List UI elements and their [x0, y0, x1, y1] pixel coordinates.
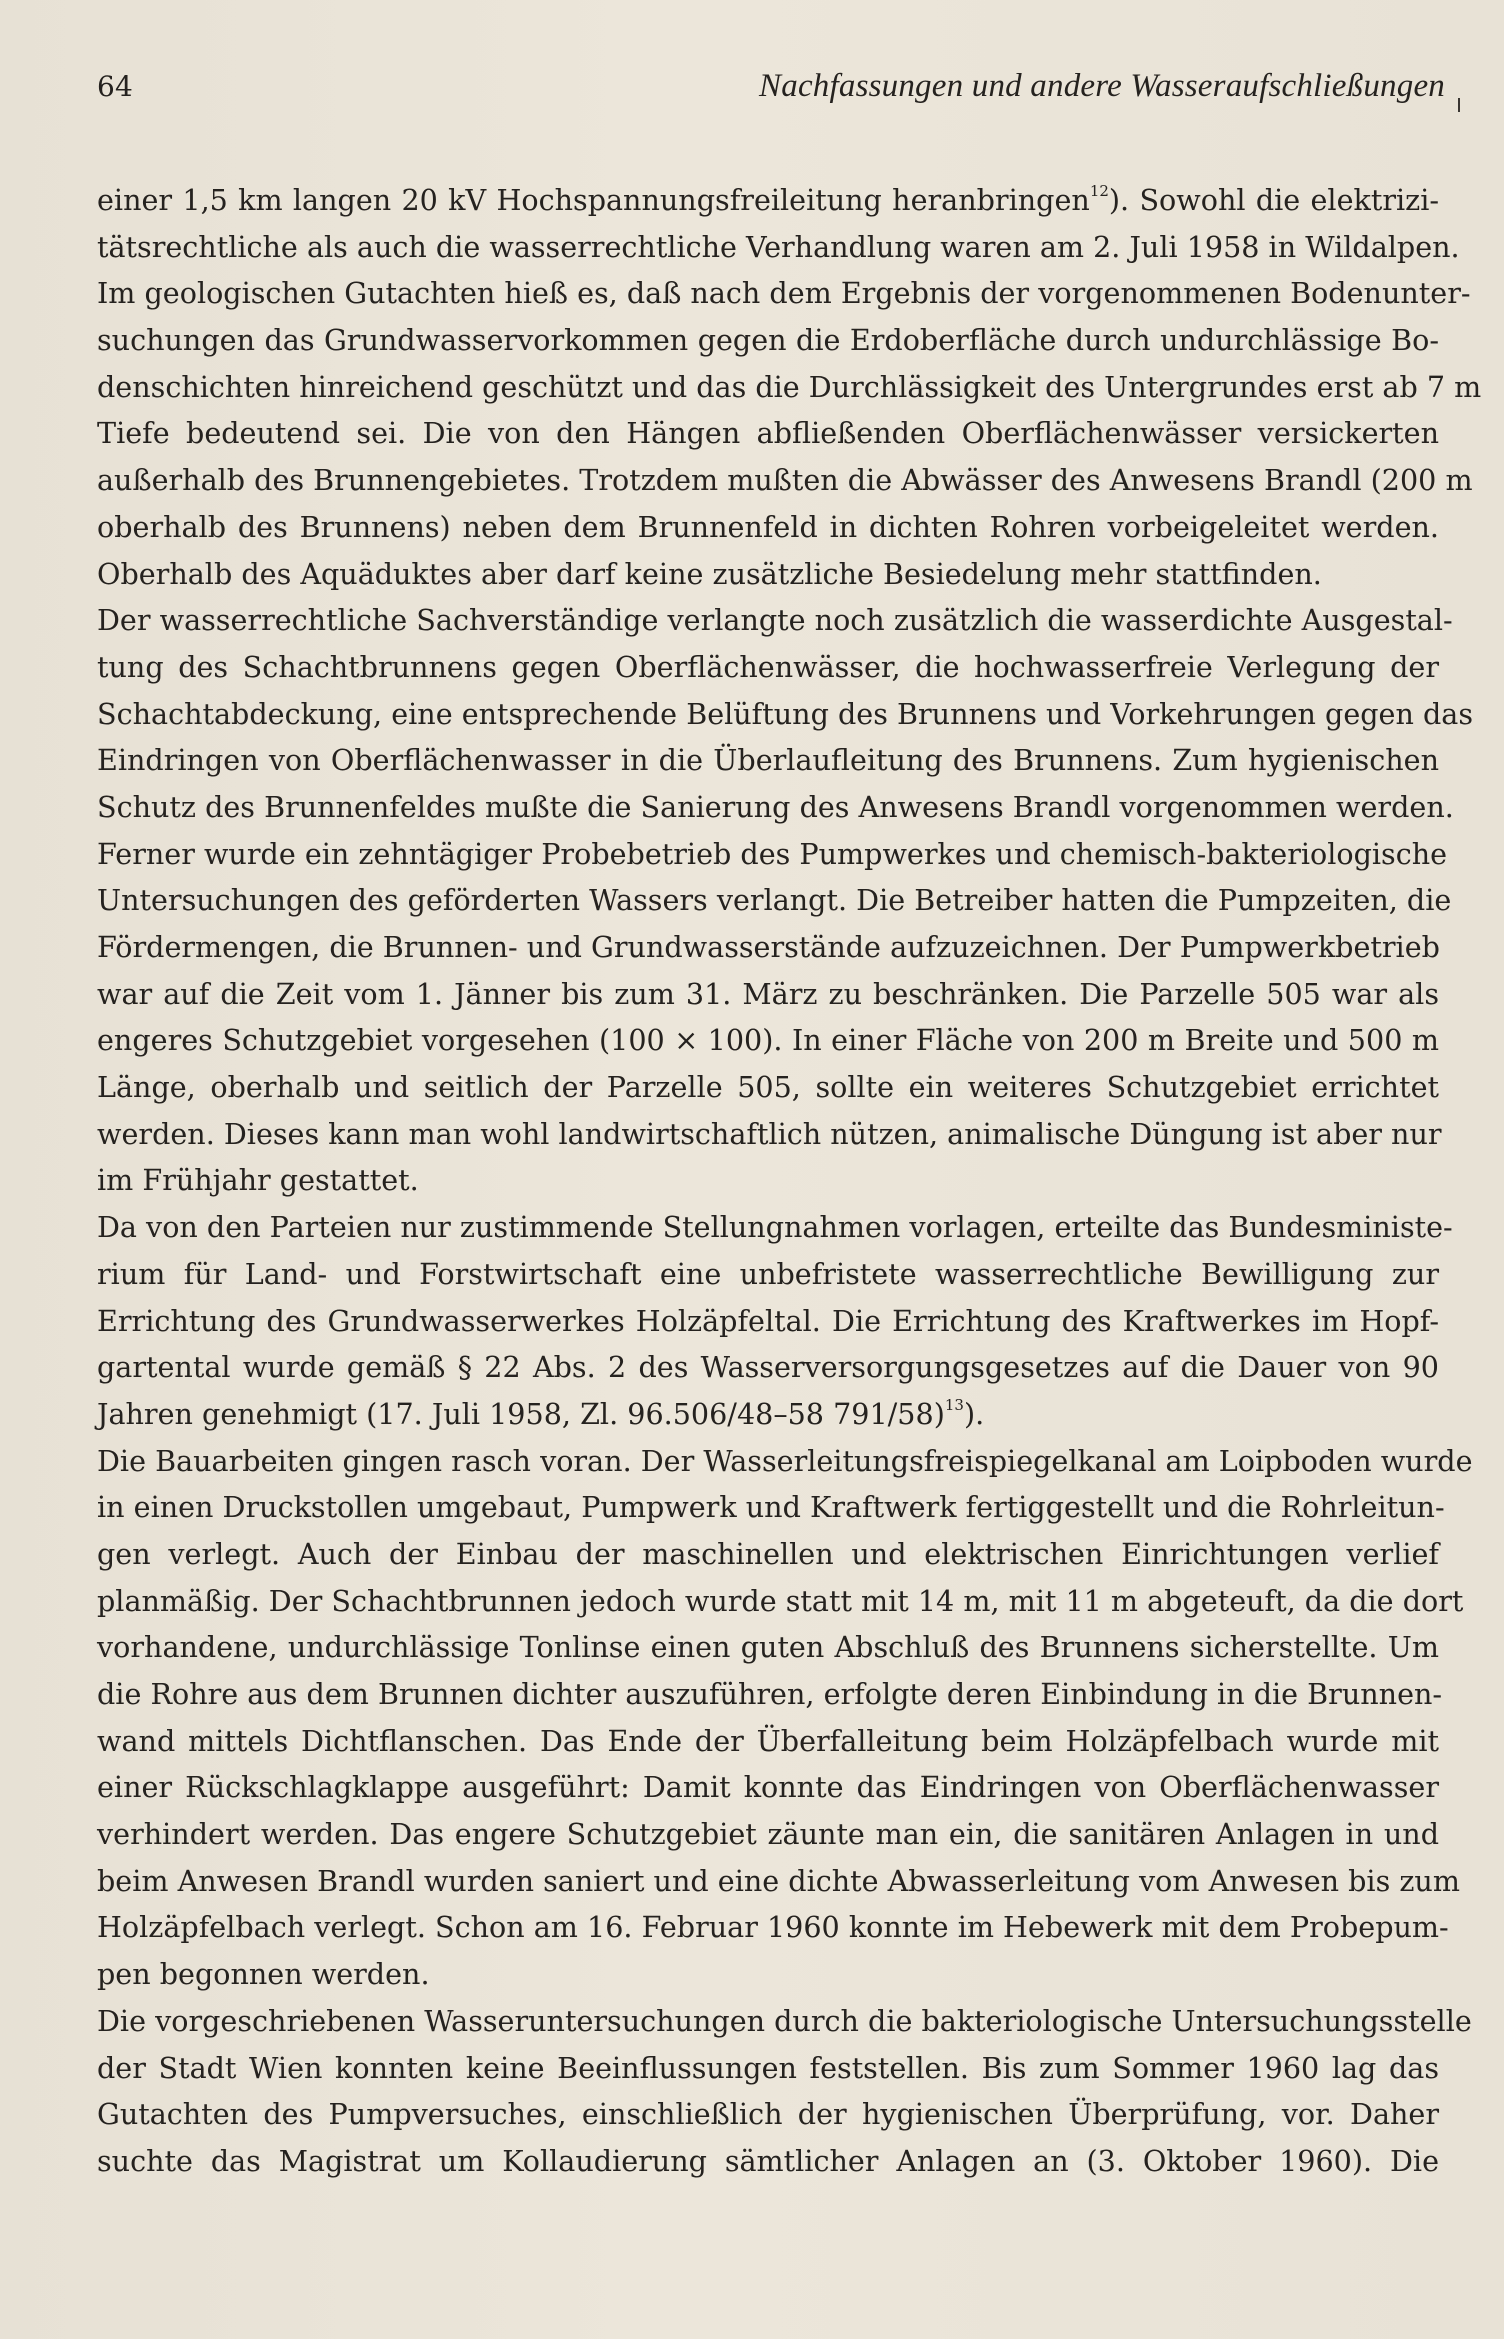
text-line-content: Jahren genehmigt (17. Juli 1958, Zl. 96.506/48–58 791/58) — [97, 1396, 945, 1431]
text-line — [97, 2045, 1439, 2092]
text-line-content: Im geologischen Gutachten hieß es, daß nach dem Ergebnis der vorgenommenen Bodenunter- — [97, 276, 1471, 311]
footnote-ref: 12 — [1089, 182, 1109, 200]
footnote-ref: 13 — [944, 1395, 964, 1414]
text-line-content: werden. Dieses kann man wohl landwirtschaftlich nützen, animalische Düngung ist aber nur — [97, 1116, 1442, 1151]
body-text — [97, 177, 1482, 2185]
text-line — [97, 410, 1439, 457]
text-line-content: tung des Schachtbrunnens gegen Oberflächenwässer, die hochwasserfreie Verlegung der — [97, 649, 1439, 684]
text-line-content: Untersuchungen des geförderten Wassers verlangt. Die Betreiber hatten die Pumpzeiten, die — [97, 883, 1452, 918]
text-line-content: Ferner wurde ein zehntägiger Probebetrieb des Pumpwerkes und chemisch-bakteriologische — [97, 836, 1448, 871]
text-line-content: engeres Schutzgebiet vorgesehen (100 × 100). In einer Fläche von 200 m Breite und 500 m — [97, 1023, 1439, 1058]
text-line — [97, 597, 1453, 644]
text-line-content: einer 1,5 km langen 20 kV Hochspannungsfreileitung heranbringen — [97, 183, 1090, 217]
text-line-content: suchte das Magistrat um Kollaudierung sämtlicher Anlagen an (3. Oktober 1960). Die — [97, 2143, 1439, 2178]
text-line — [97, 1017, 1439, 1064]
text-line-content: der Stadt Wien konnten keine Beeinflussungen feststellen. Bis zum Sommer 1960 lag das — [97, 2050, 1439, 2085]
text-line-content: Errichtung des Grundwasserwerkes Holzäpfeltal. Die Errichtung des Kraftwerkes im Hopf- — [97, 1303, 1439, 1338]
text-line-content: pen begonnen werden. — [97, 1957, 430, 1992]
text-line — [97, 1718, 1439, 1765]
text-line-content: die Rohre aus dem Brunnen dichter auszuführen, erfolgte deren Einbindung in die Brunnen- — [97, 1677, 1443, 1711]
text-line-content: war auf die Zeit vom 1. Jänner bis zum 31. März zu beschränken. Die Parzelle 505 war als — [97, 976, 1439, 1011]
text-line — [97, 1204, 1453, 1251]
text-line-content: beim Anwesen Brandl wurden saniert und eine dichte Abwasserleitung vom Anwesen bis zum — [97, 1863, 1460, 1898]
text-line-content: rium für Land- und Forstwirtschaft eine unbefristete wasserrechtliche Bewilligung zur — [97, 1256, 1439, 1291]
text-line-content: Da von den Parteien nur zustimmende Stellungnahmen vorlagen, erteilte das Bundesministe- — [97, 1210, 1453, 1245]
text-line — [97, 270, 1471, 317]
text-line — [97, 691, 1474, 738]
text-line-content: Oberhalb des Aquäduktes aber darf keine zusätzliche Besiedelung mehr stattfinden. — [97, 556, 1322, 591]
text-line-content: Eindringen von Oberflächenwasser in die Überlaufleitung des Brunnens. Zum hygienischen — [97, 743, 1439, 778]
text-line — [97, 1998, 1472, 2045]
text-line — [97, 1951, 1439, 1998]
text-line — [97, 1671, 1443, 1718]
text-line — [97, 1531, 1439, 1578]
text-line — [97, 737, 1439, 784]
text-line — [97, 1391, 1439, 1438]
text-line — [97, 1764, 1439, 1811]
text-line-content: einer Rückschlagklappe ausgeführt: Damit konnte das Eindringen von Oberflächenwasser — [97, 1770, 1439, 1805]
running-title: Nachfassungen und andere Wasseraufschließungen — [759, 68, 1445, 104]
text-line — [97, 1438, 1473, 1485]
text-line-content: vorhandene, undurchlässige Tonlinse einen guten Abschluß des Brunnens sicherstellte. Um — [97, 1630, 1439, 1665]
text-line — [97, 1624, 1439, 1671]
text-line — [97, 1858, 1460, 1905]
text-line — [97, 224, 1460, 271]
text-line — [97, 784, 1454, 831]
text-line — [97, 1251, 1439, 1298]
text-line — [97, 644, 1439, 691]
text-line — [97, 1064, 1439, 1111]
text-line-suffix: ). — [963, 1396, 985, 1431]
text-line-content: planmäßig. Der Schachtbrunnen jedoch wurde statt mit 14 m, mit 11 m abgeteuft, da die dort — [97, 1583, 1464, 1618]
text-line-content: gen verlegt. Auch der Einbau der maschinellen und elektrischen Einrichtungen verlief — [97, 1536, 1439, 1571]
text-line-content: Länge, oberhalb und seitlich der Parzelle 505, sollte ein weiteres Schutzgebiet errichtet — [97, 1070, 1439, 1105]
text-line — [97, 504, 1439, 551]
text-line — [97, 1157, 1439, 1204]
text-line — [97, 364, 1482, 411]
text-line — [97, 877, 1452, 924]
text-line — [97, 2138, 1439, 2185]
text-line — [97, 1298, 1439, 1345]
text-line-content: tätsrechtliche als auch die wasserrechtliche Verhandlung waren am 2. Juli 1958 in Wildalpen. — [97, 229, 1460, 264]
text-line — [97, 2091, 1439, 2138]
text-line-tail: Sowohl die elektrizi- — [1129, 183, 1439, 217]
text-line — [97, 551, 1439, 598]
text-line-content: Fördermengen, die Brunnen- und Grundwasserstände aufzuzeichnen. Der Pumpwerkbetrieb — [97, 930, 1440, 964]
text-line — [97, 177, 1439, 224]
text-line — [97, 1904, 1449, 1951]
text-line-suffix: ). — [1108, 183, 1130, 217]
text-line-content: Schachtabdeckung, eine entsprechende Belüftung des Brunnens und Vorkehrungen gegen das — [97, 696, 1474, 731]
text-line — [97, 1484, 1445, 1531]
text-line — [97, 924, 1439, 971]
text-line-content: suchungen das Grundwasservorkommen gegen die Erdoberfläche durch undurchlässige Bo- — [97, 323, 1439, 358]
text-line-content: in einen Druckstollen umgebaut, Pumpwerk und Kraftwerk fertiggestellt und die Rohrleitun- — [97, 1490, 1445, 1525]
text-line — [97, 831, 1448, 878]
page-number: 64 — [97, 70, 134, 103]
text-line-content: Der wasserrechtliche Sachverständige verlangte noch zusätzlich die wasserdichte Ausgestal- — [97, 603, 1453, 638]
text-line-content: wand mittels Dichtflanschen. Das Ende der Überfalleitung beim Holzäpfelbach wurde mit — [97, 1723, 1439, 1758]
text-line — [97, 317, 1439, 364]
text-line-content: Tiefe bedeutend sei. Die von den Hängen abfließenden Oberflächenwässer versickerten — [97, 416, 1439, 451]
text-line-content: außerhalb des Brunnengebietes. Trotzdem mußten die Abwässer des Anwesens Brandl (200 m — [97, 463, 1473, 498]
text-line-content: Schutz des Brunnenfeldes mußte die Sanierung des Anwesens Brandl vorgenommen werden. — [97, 789, 1454, 824]
text-line-content: Gutachten des Pumpversuches, einschließlich der hygienischen Überprüfung, vor. Daher — [97, 2097, 1439, 2132]
text-line — [97, 1578, 1464, 1625]
text-line — [97, 1344, 1439, 1391]
running-head — [97, 68, 1445, 108]
text-line-content: Die vorgeschriebenen Wasseruntersuchungen durch die bakteriologische Untersuchungsstelle — [97, 2003, 1472, 2038]
margin-mark — [1458, 98, 1460, 112]
text-line-content: denschichten hinreichend geschützt und das die Durchlässigkeit des Untergrundes erst ab 7 m — [97, 369, 1482, 404]
text-line — [97, 971, 1439, 1018]
text-line-content: gartental wurde gemäß § 22 Abs. 2 des Wasserversorgungsgesetzes auf die Dauer von 90 — [97, 1350, 1439, 1385]
text-line — [97, 1111, 1442, 1158]
text-line-content: im Frühjahr gestattet. — [97, 1163, 419, 1198]
text-line — [97, 457, 1473, 504]
text-line — [97, 1811, 1439, 1858]
text-line-content: Die Bauarbeiten gingen rasch voran. Der Wasserleitungsfreispiegelkanal am Loipboden wurde — [97, 1443, 1473, 1478]
text-line-content: Holzäpfelbach verlegt. Schon am 16. Februar 1960 konnte im Hebewerk mit dem Probepum- — [97, 1910, 1449, 1945]
text-line-content: oberhalb des Brunnens) neben dem Brunnenfeld in dichten Rohren vorbeigeleitet werden. — [97, 509, 1439, 544]
text-line-content: verhindert werden. Das engere Schutzgebiet zäunte man ein, die sanitären Anlagen in und — [97, 1817, 1439, 1852]
